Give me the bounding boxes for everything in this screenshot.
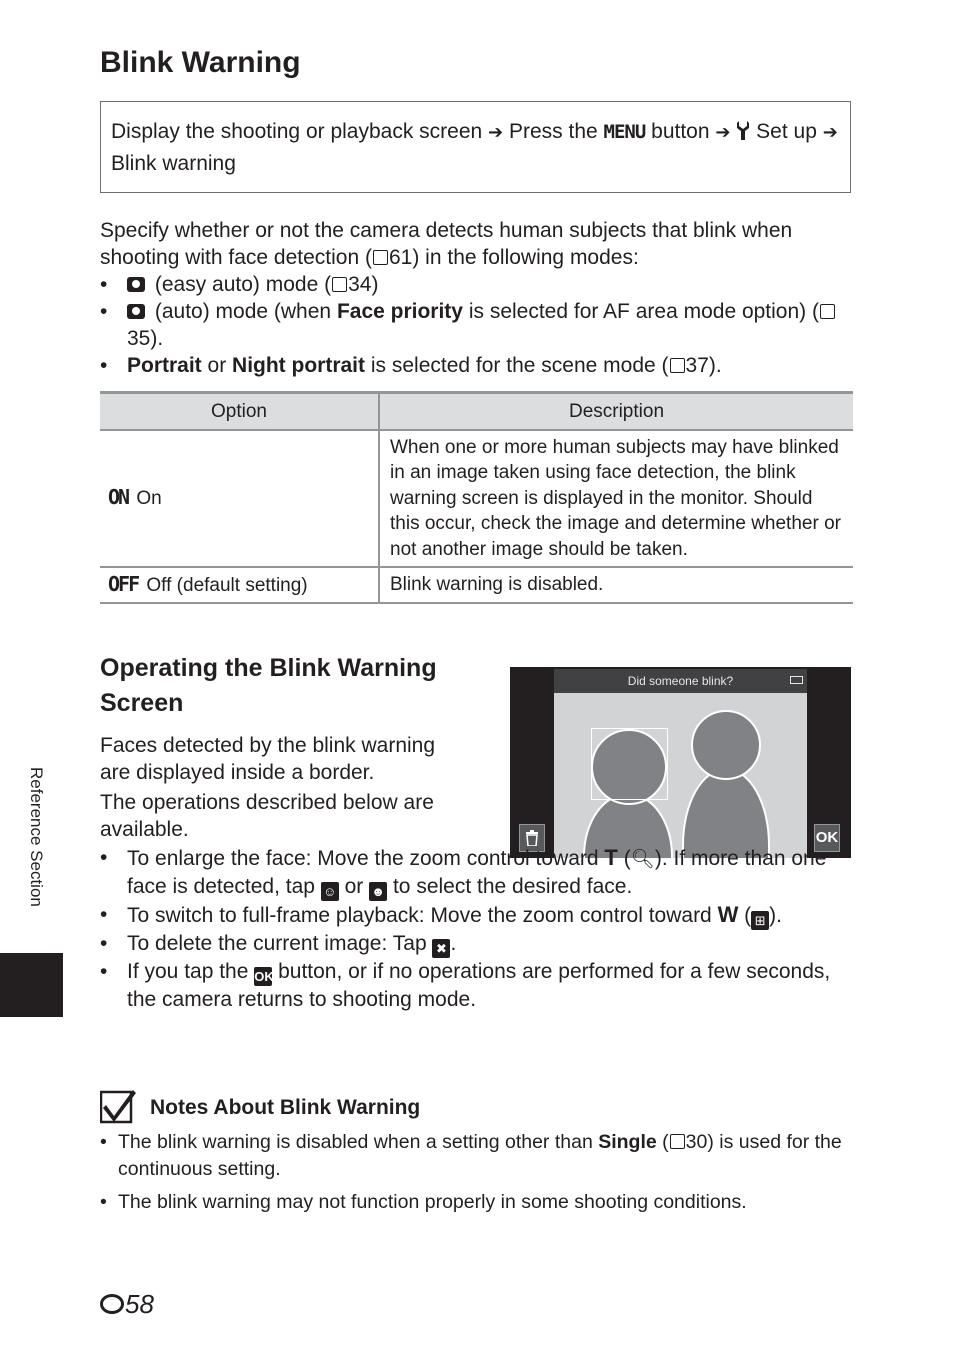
- list-item: • The blink warning is disabled when a setting other than Single ( 30) is used for the continuous setting.: [100, 1129, 860, 1183]
- description-cell: Blink warning is disabled.: [379, 567, 853, 603]
- menu-button-glyph: MENU: [603, 121, 646, 143]
- table-header: Description: [379, 393, 853, 431]
- page-number: 58: [100, 1289, 154, 1320]
- page-ref-icon: [670, 1134, 685, 1149]
- notes-list: [100, 1129, 860, 1216]
- list-item: • The blink warning may not function properly in some shooting conditions.: [100, 1189, 860, 1216]
- preview-image: [554, 693, 807, 858]
- page-ref-icon: [820, 304, 835, 319]
- face-select-left-icon[interactable]: ☺: [321, 882, 339, 901]
- paragraph: The operations described below are available.: [100, 791, 434, 841]
- options-table: [100, 391, 853, 604]
- menu-path-step: Set up: [756, 120, 817, 143]
- list-item: • Portrait or Night portrait is selected for the scene mode ( 37).: [100, 352, 860, 379]
- arrow-icon: ➔: [822, 122, 838, 142]
- intro-paragraph: [100, 217, 860, 271]
- side-tab-label: Reference Section: [27, 767, 46, 907]
- list-item: • (easy auto) mode ( 34): [100, 271, 860, 298]
- menu-path-box: [100, 101, 851, 193]
- person-head: [691, 710, 761, 780]
- check-mark-icon: [100, 1090, 136, 1124]
- battery-icon: [790, 676, 803, 684]
- on-icon: ON: [108, 485, 129, 510]
- screen-prompt: Did someone blink?: [627, 674, 734, 688]
- list-item: • (auto) mode (when Face priority is selected for AF area mode option) (35).: [100, 298, 860, 352]
- ok-icon[interactable]: OK: [254, 969, 274, 984]
- zoom-tele-key: T: [604, 845, 618, 870]
- menu-path-step: Press the: [508, 120, 598, 143]
- face-select-right-icon[interactable]: ☻: [369, 882, 387, 901]
- arrow-icon: ➔: [488, 122, 504, 142]
- zoom-wide-key: W: [717, 902, 739, 927]
- easy-auto-mode-icon: [127, 277, 145, 292]
- list-item: • To enlarge the face: Move the zoom control toward T (🔍︎). If more than one face is detected, tap ☺ or ☻ to select the desired face.: [100, 844, 860, 901]
- camera-screen-illustration: [510, 667, 851, 858]
- reference-section-icon: [100, 1294, 124, 1314]
- page-ref-icon: [332, 277, 347, 292]
- table-row: [100, 567, 853, 603]
- arrow-icon: ➔: [715, 122, 731, 142]
- trash-icon[interactable]: ✖: [432, 939, 450, 958]
- thumbnail-icon: ⊞: [751, 911, 769, 930]
- option-cell: OFF Off (default setting): [100, 567, 379, 603]
- wrench-icon: [736, 121, 750, 140]
- page-ref-icon: [670, 358, 685, 373]
- description-cell: When one or more human subjects may have blinked in an image taken using face detection, the blink warning screen is displayed in the monitor. Should this occur, check the image and determine whether or not another image should be taken.: [379, 430, 853, 567]
- magnify-icon: 🔍︎: [630, 849, 655, 870]
- ok-button[interactable]: OK: [814, 824, 840, 852]
- off-icon: OFF: [108, 571, 139, 596]
- section-heading: Operating the Blink Warning Screen: [100, 654, 437, 717]
- intro-ref: 61) in the following modes:: [389, 246, 639, 269]
- table-header: Option: [100, 393, 379, 431]
- face-border: [591, 728, 668, 800]
- auto-mode-icon: [127, 304, 145, 319]
- table-row: [100, 430, 853, 567]
- paragraph: Faces detected by the blink warning are displayed inside a border.: [100, 734, 436, 784]
- page-ref-icon: [373, 250, 388, 265]
- page-title: Blink Warning: [100, 46, 301, 79]
- screen-prompt-bar: [554, 669, 807, 693]
- menu-path-step: button: [651, 120, 710, 143]
- section-paragraphs: [100, 732, 470, 843]
- notes-title: Notes About Blink Warning: [150, 1096, 421, 1119]
- intro-text: Specify whether or not the camera detects human subjects that blink when shooting with face detection (: [100, 219, 793, 269]
- side-tab-marker: [0, 953, 63, 1017]
- menu-path-step: Display the shooting or playback screen: [111, 120, 483, 143]
- list-item: • To delete the current image: Tap ✖ .: [100, 930, 860, 958]
- modes-list: [100, 271, 860, 379]
- option-cell: ON On: [100, 430, 379, 567]
- menu-path-step: Blink warning: [111, 152, 236, 175]
- list-item: • If you tap the OK button, or if no operations are performed for a few seconds, the camera returns to shooting mode.: [100, 958, 860, 1013]
- operations-list: [100, 844, 860, 1013]
- list-item: • To switch to full-frame playback: Move the zoom control toward W ( ⊞ ).: [100, 901, 860, 930]
